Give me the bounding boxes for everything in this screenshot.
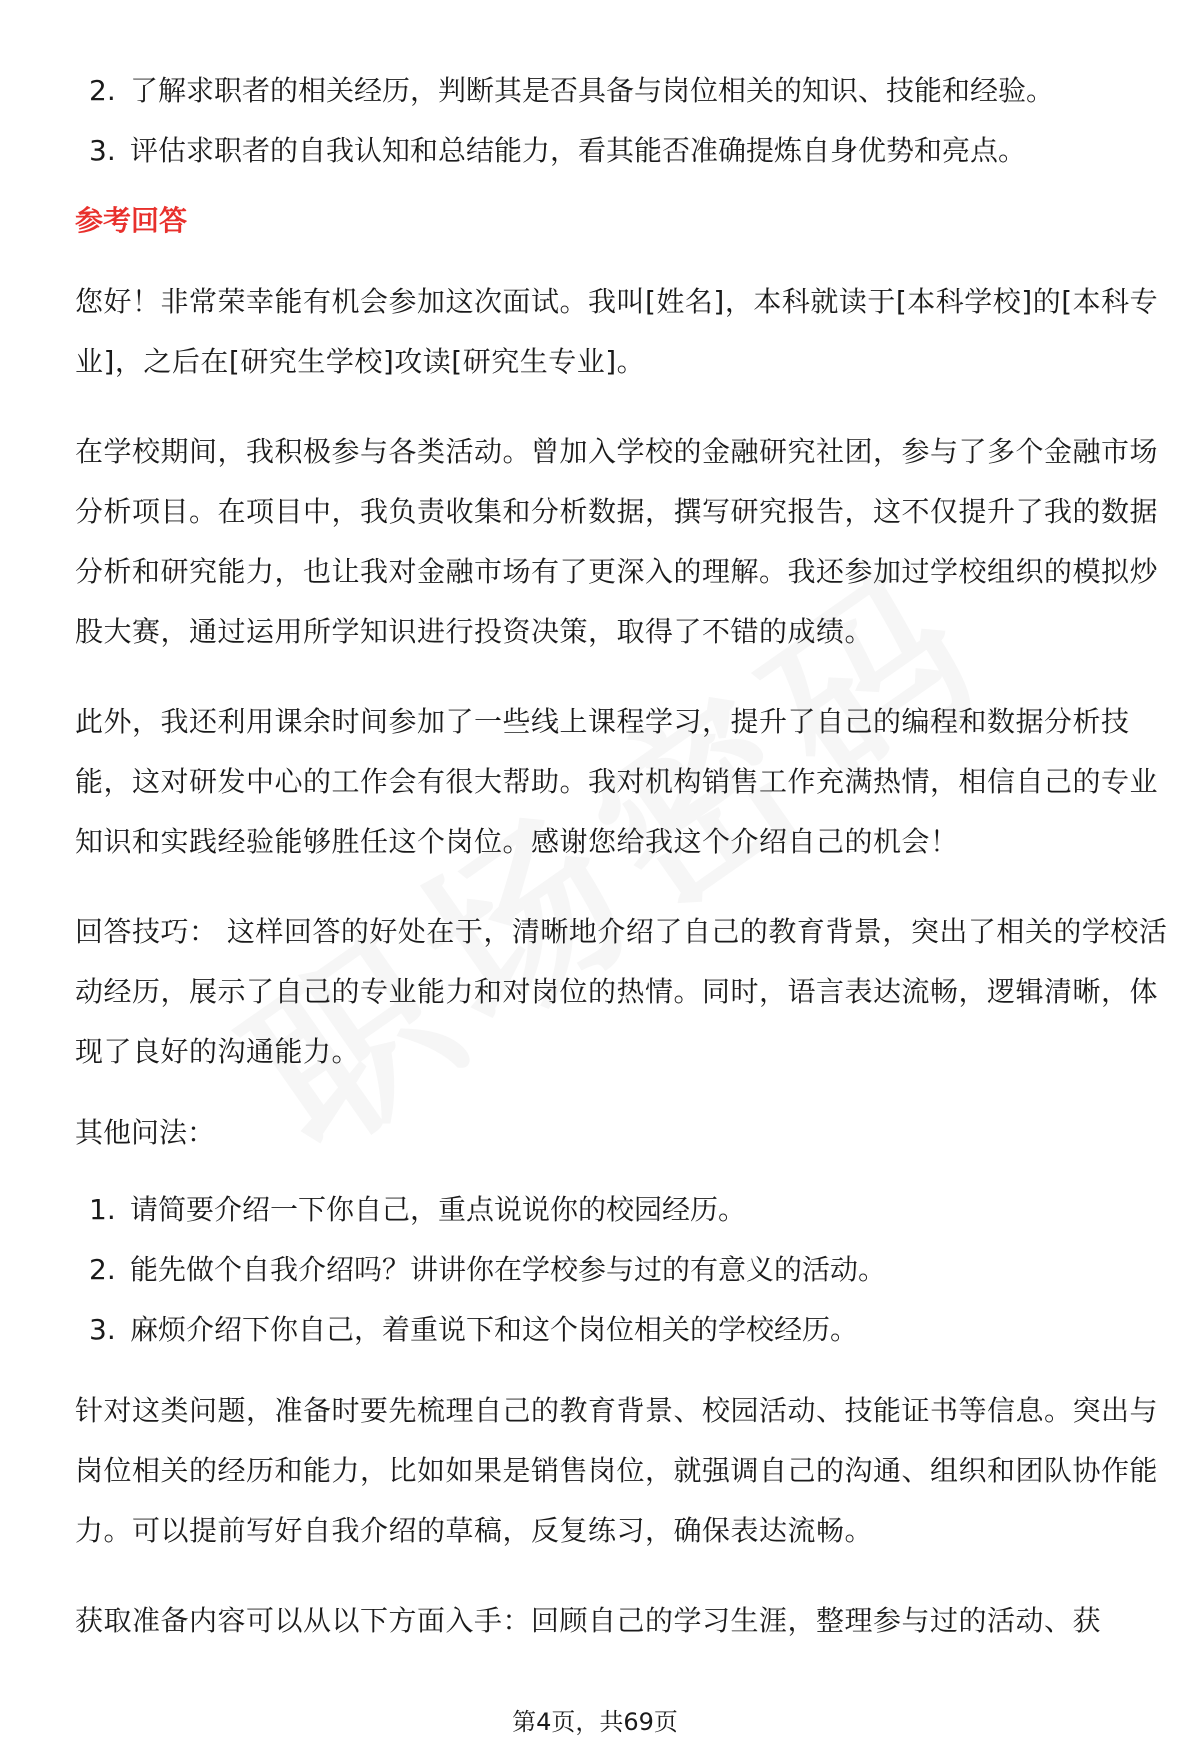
list-item-text: 麻烦介绍下你自己，着重说下和这个岗位相关的学校经历。	[130, 1313, 859, 1346]
assessment-points-list	[75, 70, 1170, 172]
preparation-tips-paragraph: 针对这类问题，准备时要先梳理自己的教育背景、校园活动、技能证书等信息。突出与岗位相关的经历和能力，比如如果是销售岗位，就强调自己的沟通、组织和团队协作能力。可以提前写好自我介绍的草稿，反复练习，确保表达流畅。	[75, 1394, 1159, 1547]
answer-paragraph: 此外，我还利用课余时间参加了一些线上课程学习，提升了自己的编程和数据分析技能，这对研发中心的工作会有很大帮助。我对机构销售工作充满热情，相信自己的专业知识和实践经验能够胜任这个岗位。感谢您给我这个介绍自己的机会！	[75, 705, 1159, 858]
answer-paragraph: 您好！非常荣幸能有机会参加这次面试。我叫[姓名]，本科就读于[本科学校]的[本科专业]，之后在[研究生学校]攻读[研究生专业]。	[75, 285, 1159, 378]
list-item-number: 2.	[89, 1253, 116, 1286]
list-item	[75, 70, 1170, 112]
list-item	[75, 1249, 1170, 1291]
section-heading-reference-answer: 参考回答	[75, 204, 188, 237]
list-item	[75, 1189, 1170, 1231]
preparation-tips-paragraph: 获取准备内容可以从以下方面入手：回顾自己的学习生涯，整理参与过的活动、获	[75, 1604, 1102, 1637]
list-item-number: 3.	[89, 1313, 116, 1346]
answer-tips-paragraph: 回答技巧： 这样回答的好处在于，清晰地介绍了自己的教育背景，突出了相关的学校活动经历，展示了自己的专业能力和对岗位的热情。同时，语言表达流畅，逻辑清晰，体现了良好的沟通能力。	[75, 915, 1168, 1068]
list-item-text: 评估求职者的自我认知和总结能力，看其能否准确提炼自身优势和亮点。	[130, 134, 1027, 167]
document-page	[75, 70, 1170, 1681]
other-questions-label: 其他问法：	[75, 1116, 216, 1149]
list-item-text: 了解求职者的相关经历，判断其是否具备与岗位相关的知识、技能和经验。	[130, 74, 1055, 107]
list-item-number: 3.	[89, 134, 116, 167]
list-item-text: 请简要介绍一下你自己，重点说说你的校园经历。	[130, 1193, 747, 1226]
list-item	[75, 1309, 1170, 1351]
answer-paragraph: 在学校期间，我积极参与各类活动。曾加入学校的金融研究社团，参与了多个金融市场分析项目。在项目中，我负责收集和分析数据，撰写研究报告，这不仅提升了我的数据分析和研究能力，也让我对金融市场有了更深入的理解。我还参加过学校组织的模拟炒股大赛，通过运用所学知识进行投资决策，取得了不错的成绩。	[75, 435, 1159, 648]
other-questions-list	[75, 1189, 1170, 1351]
list-item-number: 1.	[89, 1193, 116, 1226]
list-item-text: 能先做个自我介绍吗？讲讲你在学校参与过的有意义的活动。	[130, 1253, 887, 1286]
list-item-number: 2.	[89, 74, 116, 107]
list-item	[75, 130, 1170, 172]
page-number-footer: 第4页，共69页	[512, 1708, 678, 1736]
